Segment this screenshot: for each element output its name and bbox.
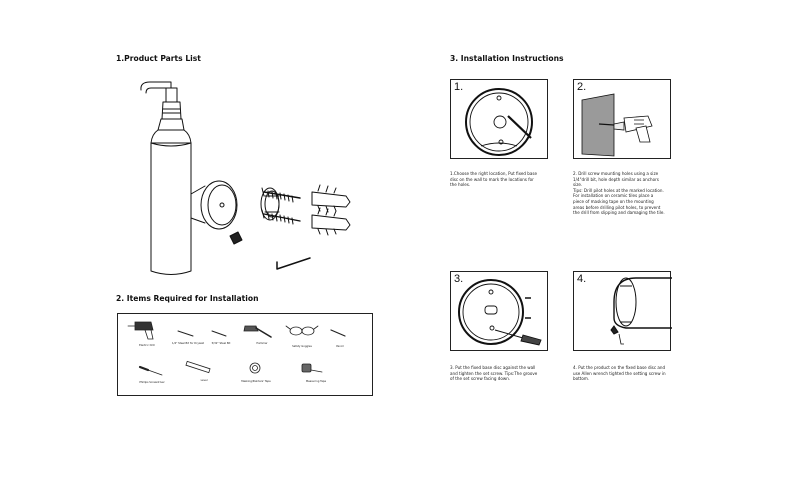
drill-icon bbox=[128, 322, 153, 339]
step-text-line: the drill from slipping and damaging the tile. bbox=[573, 210, 665, 216]
step-3-illustration bbox=[451, 272, 549, 352]
step-text-line: 2. Drill screw mounting holes using a size bbox=[573, 171, 659, 176]
step-text-line: piece of masking tape on the mounting bbox=[573, 198, 654, 204]
step-text-line: 1/4"drill bit, hole depth similar as anchors bbox=[573, 176, 659, 182]
step-3-text bbox=[450, 365, 562, 382]
step-number: 3. bbox=[454, 273, 464, 285]
measuring-tape-icon bbox=[302, 364, 322, 372]
step-text-line: For installation on ceramic tiles place a bbox=[573, 193, 654, 199]
step-3-panel bbox=[450, 271, 548, 351]
step-number: 1. bbox=[454, 81, 464, 93]
step-text-line: 4. Put the product on the fixed base disc and bbox=[573, 365, 666, 370]
tool-label: Masking/Painters' Tape bbox=[241, 380, 271, 383]
step-text-line: size. bbox=[573, 182, 583, 188]
step-text-line: use Allen wrench tighted the setting screw in bbox=[573, 370, 666, 376]
step-text-line: the holes. bbox=[450, 182, 471, 188]
tool-label: Electric Drill bbox=[139, 344, 155, 347]
tool-label: Level bbox=[200, 379, 208, 382]
drill-bit-icon bbox=[212, 331, 226, 336]
step-4-illustration bbox=[574, 272, 672, 352]
goggles-icon bbox=[286, 326, 318, 335]
pencil-icon bbox=[331, 330, 345, 336]
step-number: 2. bbox=[577, 81, 587, 93]
screwdriver-icon bbox=[140, 367, 162, 375]
step-1-panel bbox=[450, 79, 548, 159]
step-text-line: 1.Choose the right location, Put fixed base bbox=[450, 171, 538, 176]
step-text-line: Tips: Drill pilot holes at the marked location. bbox=[573, 187, 664, 193]
installation-title: 3. Installation Instructions bbox=[450, 54, 564, 63]
tool-label: Pencil bbox=[336, 345, 344, 348]
hammer-icon bbox=[244, 326, 271, 337]
step-text-line: bottom. bbox=[573, 376, 590, 382]
right-page bbox=[395, 0, 790, 487]
tool-label: Phillips Screwdriver bbox=[139, 381, 165, 384]
step-2-text bbox=[573, 171, 685, 216]
step-text-line: disc on the wall to mark the locations for bbox=[450, 176, 534, 182]
step-2-illustration bbox=[574, 80, 672, 160]
step-2-panel bbox=[573, 79, 671, 159]
step-text-line: and tighten the set screw. Tips:The groove bbox=[450, 370, 538, 376]
tape-icon bbox=[250, 363, 260, 373]
step-number: 4. bbox=[577, 273, 587, 285]
drill-bit-icon bbox=[178, 331, 193, 336]
tools-title: 2. Items Required for Installation bbox=[116, 294, 259, 303]
step-4-panel bbox=[573, 271, 671, 351]
tool-label: Hammer bbox=[256, 342, 268, 345]
parts-list-title: 1.Product Parts List bbox=[116, 54, 201, 63]
level-icon bbox=[186, 361, 210, 372]
tool-label: Safety Goggles bbox=[292, 345, 312, 348]
step-4-text bbox=[573, 365, 685, 382]
step-text-line: areas before drilling pilot holes, to prevent bbox=[573, 204, 661, 210]
step-text-line: of the set screw facing down. bbox=[450, 376, 511, 382]
step-text-line: 3. Put the fixed base disc against the wall bbox=[450, 365, 536, 370]
step-1-illustration bbox=[451, 80, 549, 160]
tool-label: Measuring Tape bbox=[305, 380, 327, 383]
step-1-text bbox=[450, 171, 562, 188]
tool-label: 1/4" Steel Bit for Drywall bbox=[171, 342, 205, 345]
tool-label: 5/32" Steel Bit bbox=[211, 342, 231, 345]
